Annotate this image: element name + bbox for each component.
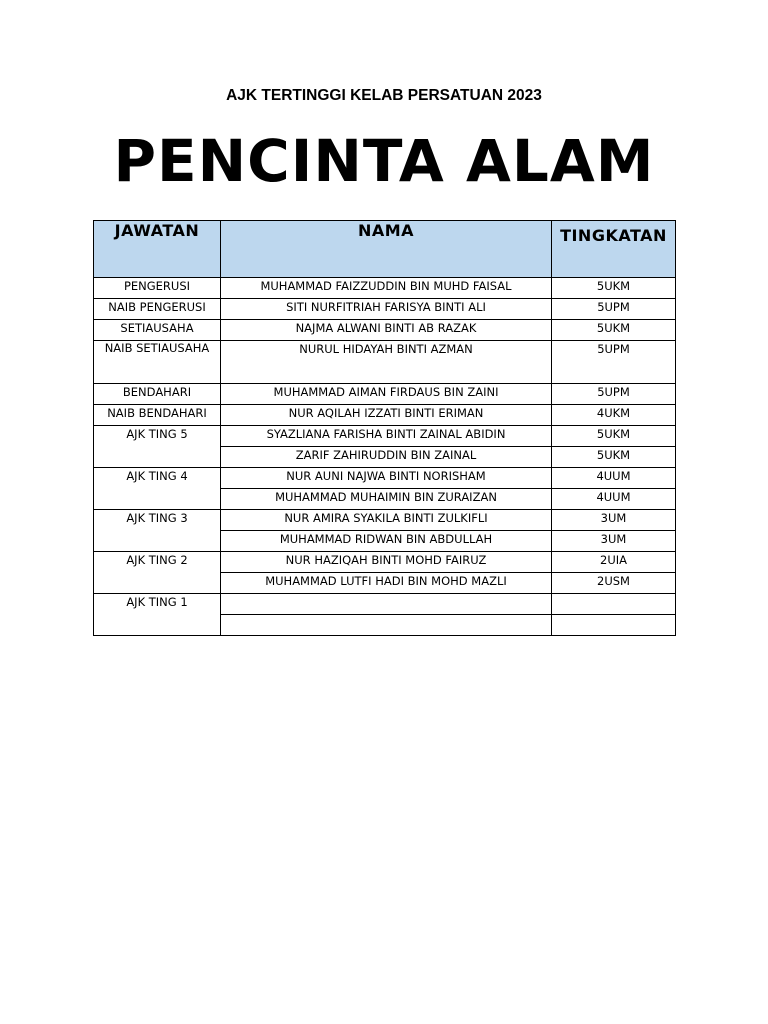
committee-table <box>93 220 676 636</box>
cell-tingkatan: 5UKM <box>552 320 676 341</box>
table-row <box>94 341 676 384</box>
table-row <box>94 552 676 573</box>
cell-jawatan: SETIAUSAHA <box>94 320 221 341</box>
cell-nama: MUHAMMAD LUTFI HADI BIN MOHD MAZLI <box>221 573 552 594</box>
table-row <box>94 299 676 320</box>
cell-nama: NURUL HIDAYAH BINTI AZMAN <box>221 341 552 384</box>
cell-nama: NAJMA ALWANI BINTI AB RAZAK <box>221 320 552 341</box>
cell-nama: MUHAMMAD RIDWAN BIN ABDULLAH <box>221 531 552 552</box>
cell-nama: MUHAMMAD MUHAIMIN BIN ZURAIZAN <box>221 489 552 510</box>
cell-jawatan: AJK TING 5 <box>94 426 221 468</box>
cell-jawatan: AJK TING 1 <box>94 594 221 636</box>
cell-nama: NUR HAZIQAH BINTI MOHD FAIRUZ <box>221 552 552 573</box>
document-subtitle: AJK TERTINGGI KELAB PERSATUAN 2023 <box>226 87 542 104</box>
cell-tingkatan: 4UUM <box>552 468 676 489</box>
cell-tingkatan: 5UKM <box>552 426 676 447</box>
cell-tingkatan: 5UKM <box>552 278 676 299</box>
cell-nama: SYAZLIANA FARISHA BINTI ZAINAL ABIDIN <box>221 426 552 447</box>
cell-jawatan: AJK TING 2 <box>94 552 221 594</box>
cell-tingkatan: 2USM <box>552 573 676 594</box>
column-header-tingkatan: TINGKATAN <box>552 221 676 278</box>
cell-nama: NUR AMIRA SYAKILA BINTI ZULKIFLI <box>221 510 552 531</box>
cell-nama: MUHAMMAD FAIZZUDDIN BIN MUHD FAISAL <box>221 278 552 299</box>
table-header-row <box>94 221 676 278</box>
column-header-jawatan: JAWATAN <box>94 221 221 278</box>
cell-tingkatan: 2UIA <box>552 552 676 573</box>
cell-tingkatan: 5UPM <box>552 384 676 405</box>
table-row <box>94 405 676 426</box>
table-row <box>94 594 676 615</box>
cell-jawatan: AJK TING 3 <box>94 510 221 552</box>
cell-tingkatan: 5UPM <box>552 341 676 384</box>
cell-tingkatan <box>552 594 676 615</box>
cell-jawatan: AJK TING 4 <box>94 468 221 510</box>
column-header-nama: NAMA <box>221 221 552 278</box>
cell-jawatan: NAIB BENDAHARI <box>94 405 221 426</box>
table-row <box>94 468 676 489</box>
cell-nama: MUHAMMAD AIMAN FIRDAUS BIN ZAINI <box>221 384 552 405</box>
table-row <box>94 278 676 299</box>
cell-tingkatan: 5UKM <box>552 447 676 468</box>
cell-tingkatan: 4UKM <box>552 405 676 426</box>
table-row <box>94 384 676 405</box>
cell-jawatan: NAIB PENGERUSI <box>94 299 221 320</box>
cell-tingkatan: 3UM <box>552 531 676 552</box>
cell-nama: SITI NURFITRIAH FARISYA BINTI ALI <box>221 299 552 320</box>
cell-nama <box>221 594 552 615</box>
table-row <box>94 320 676 341</box>
document-title: PENCINTA ALAM <box>113 127 655 195</box>
cell-tingkatan <box>552 615 676 636</box>
cell-nama: NUR AUNI NAJWA BINTI NORISHAM <box>221 468 552 489</box>
cell-nama: NUR AQILAH IZZATI BINTI ERIMAN <box>221 405 552 426</box>
cell-tingkatan: 3UM <box>552 510 676 531</box>
cell-tingkatan: 4UUM <box>552 489 676 510</box>
cell-jawatan-text: NAIB SETIAUSAHA <box>104 341 210 355</box>
cell-nama: ZARIF ZAHIRUDDIN BIN ZAINAL <box>221 447 552 468</box>
table-row <box>94 510 676 531</box>
cell-jawatan: BENDAHARI <box>94 384 221 405</box>
cell-jawatan: PENGERUSI <box>94 278 221 299</box>
cell-jawatan <box>94 341 221 384</box>
cell-nama <box>221 615 552 636</box>
cell-tingkatan: 5UPM <box>552 299 676 320</box>
table-row <box>94 426 676 447</box>
